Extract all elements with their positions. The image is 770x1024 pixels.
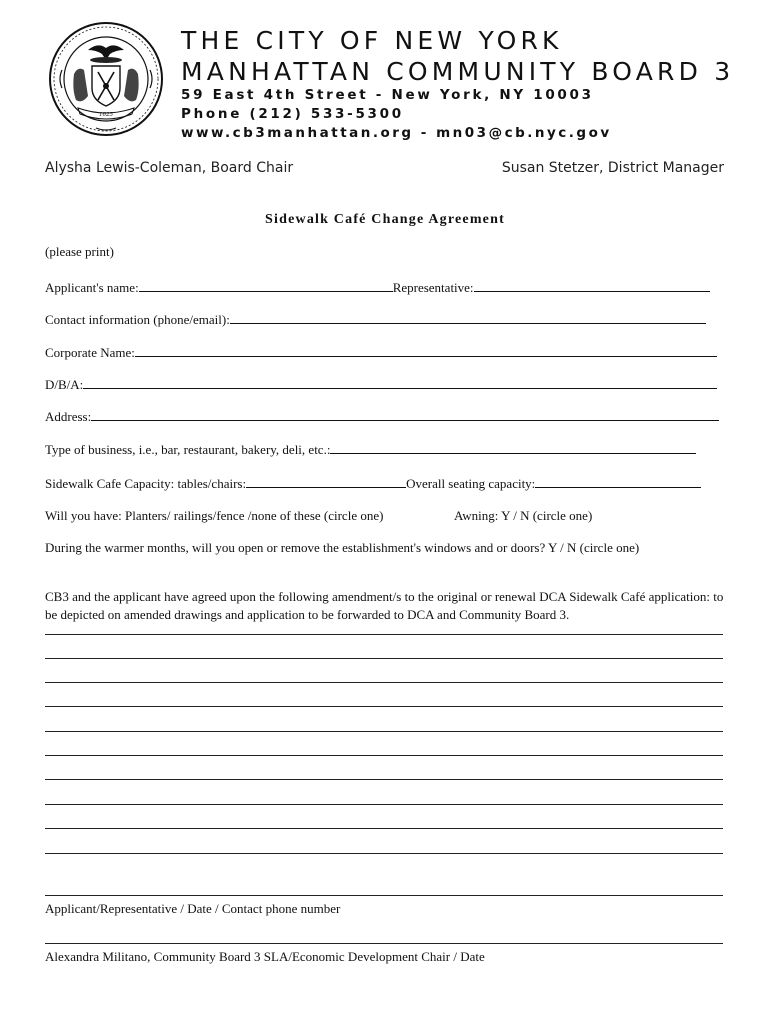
amendment-line[interactable]: [45, 682, 723, 683]
dba-row: [45, 377, 717, 393]
instruction: (please print): [45, 244, 114, 259]
applicant-row: [45, 280, 710, 296]
applicant-signature-label: Applicant/Representative / Date / Contact phone number: [45, 901, 341, 916]
board-signature-label: Alexandra Militano, Community Board 3 SLA/Economic Development Chair / Date: [45, 949, 485, 964]
amendment-line[interactable]: [45, 779, 723, 780]
agreement-text: CB3 and the applicant have agreed upon the following amendment/s to the original or renewal DCA Sidewalk Café application: to be depicted on amended drawings and application to be forwarded to DCA and Community Board 3.: [45, 589, 724, 622]
district-manager: Susan Stetzer, District Manager: [501, 160, 724, 176]
planters-question: Will you have: Planters/ railings/fence /none of these (circle one): [45, 508, 384, 523]
dba-field[interactable]: [83, 377, 717, 389]
amendment-line[interactable]: [45, 853, 723, 854]
amendment-line[interactable]: [45, 634, 723, 635]
amendment-line[interactable]: [45, 804, 723, 805]
form-title: Sidewalk Café Change Agreement: [265, 212, 505, 227]
overall-capacity-label: Overall seating capacity:: [406, 476, 536, 491]
address-label: Address:: [45, 409, 92, 424]
awning-question: Awning: Y / N (circle one): [454, 508, 593, 523]
contact-label: Contact information (phone/email):: [45, 312, 230, 327]
applicant-label: Applicant's name:: [45, 280, 139, 295]
amendment-line[interactable]: [45, 731, 723, 732]
overall-capacity-field[interactable]: [535, 476, 701, 488]
applicant-signature-line[interactable]: [45, 895, 723, 896]
representative-field[interactable]: [474, 280, 710, 292]
header-city: THE CITY OF NEW YORK: [181, 26, 563, 55]
capacity-row: [45, 476, 701, 492]
board-chair: Alysha Lewis-Coleman, Board Chair: [45, 160, 294, 176]
address-row: [45, 409, 719, 425]
windows-question: During the warmer months, will you open or remove the establishment's windows and or doors? Y / N (circle one): [45, 540, 640, 555]
corporate-label: Corporate Name:: [45, 345, 135, 360]
address-field[interactable]: [91, 409, 719, 421]
corporate-row: [45, 345, 717, 361]
contact-field[interactable]: [230, 312, 706, 324]
header-phone: Phone (212) 533-5300: [181, 106, 404, 122]
capacity-label: Sidewalk Cafe Capacity: tables/chairs:: [45, 476, 247, 491]
city-seal-icon: [48, 20, 164, 138]
header-board: MANHATTAN COMMUNITY BOARD 3: [181, 57, 735, 86]
amendment-line[interactable]: [45, 828, 723, 829]
corporate-field[interactable]: [135, 345, 717, 357]
capacity-field[interactable]: [246, 476, 406, 488]
header-web: www.cb3manhattan.org - mn03@cb.nyc.gov: [181, 125, 612, 141]
amendment-line[interactable]: [45, 706, 723, 707]
seal-year: 1625: [99, 112, 113, 118]
amendment-line[interactable]: [45, 658, 723, 659]
dba-label: D/B/A:: [45, 377, 84, 392]
applicant-name-field[interactable]: [139, 280, 393, 292]
contact-row: [45, 312, 706, 328]
representative-label: Representative:: [392, 280, 474, 295]
header-address: 59 East 4th Street - New York, NY 10003: [181, 87, 594, 103]
business-type-label: Type of business, i.e., bar, restaurant, bakery, deli, etc.:: [45, 442, 331, 457]
business-type-row: [45, 442, 696, 458]
amendment-line[interactable]: [45, 755, 723, 756]
board-signature-line[interactable]: [45, 943, 723, 944]
business-type-field[interactable]: [330, 442, 696, 454]
